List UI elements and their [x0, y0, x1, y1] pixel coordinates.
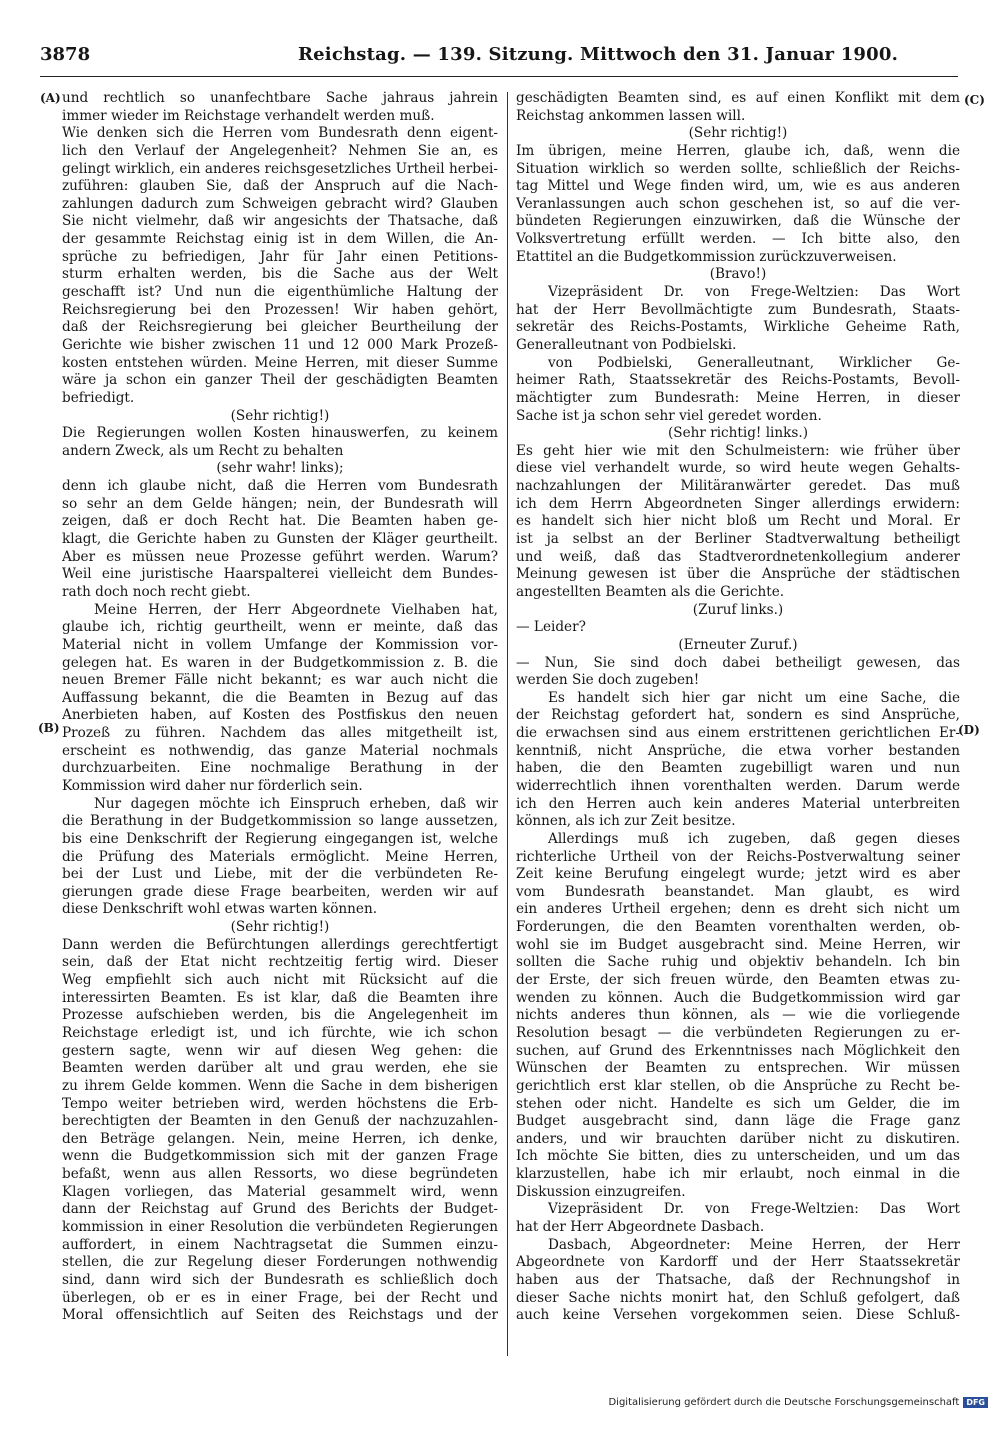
- text-line: (Zuruf links.): [692, 601, 784, 618]
- text-line: Weil eine juristische Haarspalterei vielleicht dem Bundes-: [62, 566, 498, 583]
- text-line: geschädigten Beamten sind, es auf einen Konflikt mit dem: [516, 90, 960, 106]
- text-line: — Nun, Sie sind doch dabei betheiligt gewesen, das: [516, 654, 960, 671]
- text-line: der gesammte Reichstag einig ist in dem Willen, die An-: [62, 231, 498, 248]
- text-line: nichts anderes thun können, als — wie die vorliegende: [516, 1007, 960, 1024]
- text-line: Situation wirklich so werden sollte, schließlich der Reichs-: [516, 160, 960, 177]
- text-line: wenn die Budgetkommission sich mit der ganzen Frage: [62, 1148, 498, 1165]
- text-line: Prozesse aufschieben werden, bis die Angelegenheit im: [62, 1007, 498, 1024]
- text-line: Anerbieten haben, auf Kosten des Postfiskus den neuen: [62, 707, 498, 724]
- text-line: Aber es müssen neue Prozesse geführt werden. Warum?: [62, 548, 498, 565]
- text-line: sollten die Sache ruhig und objektiv behandeln. Ich bin: [516, 954, 960, 971]
- text-line: und weiß, daß das Stadtverordnetenkollegium anderer: [516, 548, 960, 565]
- text-line: es handelt sich hier nicht bloß um Recht und Moral. Er: [516, 513, 960, 530]
- text-line: gestern sagte, wenn wir auf diesen Weg gehen: die: [62, 1042, 498, 1059]
- text-line: hat der Herr Abgeordnete Dasbach.: [516, 1219, 765, 1235]
- text-line: tag Mittel und Wege finden wird, um, wie es aus anderen: [516, 178, 960, 195]
- text-line: anders, und wir brauchten darüber nicht zu diskutiren.: [516, 1130, 960, 1147]
- text-line: so sehr an dem Gelde hängen; nein, der Bundesrath will: [62, 495, 498, 512]
- text-line: (Sehr richtig! links.): [667, 425, 809, 442]
- text-line: von Podbielski, Generalleutnant, Wirklicher Ge-: [548, 354, 960, 371]
- text-line: stellen, die zur Regelung dieser Forderungen nothwendig: [62, 1254, 498, 1271]
- text-line: befaßt, wenn aus allen Ressorts, wo diese begründeten: [62, 1166, 498, 1183]
- text-line: Meine Herren, der Herr Abgeordnete Vielhaben hat,: [94, 601, 498, 618]
- right-text-column: [516, 90, 960, 1325]
- digitization-credit: [608, 1397, 988, 1408]
- text-line: den Beträge gelangen. Nein, meine Herren, ich denke,: [62, 1130, 498, 1147]
- text-line: sprüche zu befriedigen, Jahr für Jahr einen Petitions-: [62, 248, 498, 265]
- text-line: Ich möchte Sie bitten, dies zu unterscheiden, und um das: [516, 1148, 960, 1165]
- text-line: Dann werden die Befürchtungen allerdings gerechtfertigt: [62, 936, 498, 953]
- text-line: Tempo weiter betrieben wird, werden höchstens die Erb-: [62, 1095, 498, 1112]
- text-line: gelingt wirklich, ein anderes reichsgesetzliches Urtheil herbei-: [62, 160, 498, 177]
- text-line: interessirten Beamten. Es ist klar, daß die Beamten ihre: [62, 989, 498, 1006]
- text-line: widerrechtlich ihnen vorenthalten werden. Darum werde: [516, 777, 960, 794]
- text-line: Vizepräsident Dr. von Frege-Weltzien: Das Wort: [548, 284, 960, 301]
- text-line: ein anderes Urtheil ergehen; denn es dreht sich nicht um: [516, 901, 960, 918]
- text-line: und rechtlich so unanfechtbare Sache jahraus jahrein: [62, 90, 498, 106]
- text-line: Beamten werden darüber alt und grau werden, ehe sie: [62, 1060, 498, 1077]
- text-line: der Reichstag gefordert hat, sondern es sind Ansprüche,: [516, 707, 960, 724]
- text-line: durchzuarbeiten. Eine nochmalige Berathung in der: [62, 760, 498, 777]
- text-line: kosten entstehen würden. Meine Herren, mit dieser Summe: [62, 354, 498, 371]
- text-line: befriedigt.: [62, 389, 135, 406]
- text-line: diese Denkschrift wohl etwas warten können.: [62, 901, 378, 918]
- text-line: sind, dann wird sich der Bundesrath es schließlich doch: [62, 1271, 498, 1288]
- text-line: dieser Sache nichts monirt hat, den Schluß gefolgert, daß: [516, 1289, 960, 1306]
- text-line: Dasbach, Abgeordneter: Meine Herren, der Herr: [548, 1236, 960, 1253]
- text-line: Klagen vorliegen, das Material gesammelt wird, wenn: [62, 1183, 498, 1200]
- text-line: Allerdings muß ich zugeben, daß gegen dieses: [548, 830, 960, 847]
- margin-marker-c: (C): [964, 93, 985, 107]
- column-divider: [507, 92, 508, 1356]
- text-line: berechtigten der Beamten in den Genuß der nachzuzahlen-: [62, 1113, 498, 1130]
- text-line: vom Bundesrath beanstandet. Man glaubt, es wird: [516, 883, 960, 900]
- text-line: andern Zweck, als um Recht zu behalten: [62, 442, 344, 459]
- text-line: der Erste, der sich freuen würde, den Beamten etwas zu-: [516, 972, 960, 989]
- margin-marker-a: (A): [40, 91, 61, 105]
- text-line: Sache ist ja schon sehr viel geredet worden.: [516, 407, 822, 424]
- text-line: stehen oder nicht. Handelte es sich um Gelder, die im: [516, 1095, 960, 1112]
- text-line: die Berathung in der Budgetkommission so lange aussetzen,: [62, 813, 498, 830]
- text-line: dann der Reichstag auf Grund des Berichts der Budget-: [62, 1201, 498, 1218]
- text-line: wohl sie im Budget ausgebracht sind. Meine Herren, wir: [516, 936, 960, 953]
- text-line: glaube ich, richtig geurtheilt, wenn er meinte, daß das: [62, 619, 498, 636]
- text-line: kenntniß, nicht Ansprüche, die etwa vorher bestanden: [516, 742, 960, 759]
- text-line: gierungen grade diese Frage bearbeiten, werden wir auf: [62, 883, 498, 900]
- left-text-column: [62, 90, 498, 1325]
- text-line: haben, die den Beamten zugebilligt waren und nun: [516, 760, 960, 777]
- text-line: Reichstag ankommen lassen will.: [516, 107, 746, 124]
- text-line: richterliche Urtheil von der Reichs-Postverwaltung seiner: [516, 848, 960, 865]
- text-line: (Sehr richtig!): [230, 407, 330, 424]
- text-line: sein, daß der Etat nicht rechtzeitig fertig wird. Dieser: [62, 954, 498, 971]
- text-line: sekretär des Reichs-Postamts, Wirkliche Geheime Rath,: [516, 319, 960, 336]
- text-line: Diskussion einzugreifen.: [516, 1183, 686, 1200]
- text-line: zahlungen dadurch zum Schweigen gebracht wird? Glauben: [62, 195, 498, 212]
- text-line: Vizepräsident Dr. von Frege-Weltzien: Das Wort: [548, 1201, 960, 1218]
- text-line: Zeit keine Berufung eingelegt wurde; jetzt wird es aber: [516, 866, 960, 883]
- text-line: Volksvertretung erfüllt werden. — Ich bitte also, den: [516, 231, 960, 248]
- text-line: können, als ich zur Zeit besitze.: [516, 813, 736, 830]
- margin-marker-b: (B): [38, 721, 60, 735]
- text-line: (Bravo!): [709, 266, 767, 283]
- text-line: klagt, die Gerichte haben zu Gunsten der Kläger geurtheilt.: [62, 531, 498, 548]
- page-header: [40, 44, 968, 70]
- text-line: sturm erhalten werden, bis die Sache aus der Welt: [62, 266, 498, 283]
- text-line: die Prüfung des Materials ermöglicht. Meine Herren,: [62, 848, 498, 865]
- text-line: hat der Herr Bevollmächtigte zum Bundesrath, Staats-: [516, 301, 960, 318]
- text-line: (sehr wahr! links);: [216, 460, 344, 477]
- text-line: zu ihrem Gelde kommen. Wenn die Sache in dem bisherigen: [62, 1077, 498, 1094]
- text-line: Meinung gewesen ist über die Ansprüche der städtischen: [516, 566, 960, 583]
- text-line: ich den Herren auch kein anderes Material unterbreiten: [516, 795, 960, 812]
- text-line: Prozeß zu führen. Nachdem das alles mitgetheilt ist,: [62, 725, 498, 742]
- text-line: Reichstage erledigt ist, und ich fürchte, wie ich schon: [62, 1024, 498, 1041]
- margin-marker-d: (D): [958, 723, 980, 737]
- text-line: Budget ausgebracht sind, dann läge die Frage ganz: [516, 1113, 960, 1130]
- text-line: ist ja selbst an der Berliner Stadtverwaltung betheiligt: [516, 531, 960, 548]
- text-line: heimer Rath, Staatssekretär des Reichs-Postamts, Bevoll-: [516, 372, 960, 389]
- text-line: Resolution besagt — die verbündeten Regierungen zu er-: [516, 1024, 960, 1041]
- text-line: Wie denken sich die Herren vom Bundesrath denn eigent-: [62, 125, 498, 142]
- text-line: die erwachsen sind aus einem erstrittenen gerichtlichen Er-: [516, 725, 960, 742]
- text-line: Weg empfiehlt sich auch nicht mit Rücksicht auf die: [62, 972, 498, 989]
- text-line: Reichsregierung bei den Prozessen! Wir haben gehört,: [62, 301, 498, 318]
- text-line: Im übrigen, meine Herren, glaube ich, daß, wenn die: [516, 142, 960, 159]
- text-line: bei der Lust und Liebe, mit der die verbündeten Re-: [62, 866, 498, 883]
- page-number: 3878: [40, 44, 91, 65]
- text-line: Abgeordnete von Kardorff und der Herr Staatssekretär: [516, 1254, 960, 1271]
- text-line: haben aus der Thatsache, daß der Rechnungshof in: [516, 1271, 960, 1288]
- text-line: angestellten Beamten als die Gerichte.: [516, 583, 785, 600]
- text-line: daß der Reichsregierung bei gleicher Beurtheilung der: [62, 319, 498, 336]
- text-line: (Sehr richtig!): [688, 125, 788, 142]
- text-line: bis eine Denkschrift der Regierung eingegangen ist, welche: [62, 830, 498, 847]
- text-line: Veranlassungen auch schon geschehen ist, so auf die ver-: [516, 195, 960, 212]
- text-line: erscheint es nothwendig, das ganze Material nochmals: [62, 742, 498, 759]
- text-line: rath doch noch recht giebt.: [62, 583, 251, 600]
- text-line: Kommission wird daher nur förderlich sein.: [62, 777, 363, 794]
- text-line: Etattitel an die Budgetkommission zurückzuverweisen.: [516, 248, 897, 265]
- text-line: suchen, auf Grund des Erkenntnisses nach Möglichkeit den: [516, 1042, 960, 1059]
- text-line: auch keine Versehen vorgekommen seien. Diese Schluß-: [516, 1307, 960, 1324]
- text-line: geschafft ist? Und nun die eigenthümliche Haltung der: [62, 284, 498, 301]
- credit-text: Digitalisierung gefördert durch die Deutsche Forschungsgemeinschaft: [608, 1397, 960, 1408]
- text-line: Nur dagegen möchte ich Einspruch erheben, daß wir: [94, 795, 498, 812]
- text-line: nachzahlungen der Militäranwärter geredet. Das muß: [516, 478, 960, 495]
- text-line: — Leider?: [516, 619, 586, 636]
- text-line: gerichtlich erst klar stellen, ob die Ansprüche zu Recht be-: [516, 1077, 960, 1094]
- text-line: Forderungen, die den Beamten vorenthalten werden, ob-: [516, 919, 960, 936]
- text-line: zeigen, daß er doch Recht hat. Die Beamten haben ge-: [62, 513, 498, 530]
- text-line: Gerichte wie bisher zwischen 11 und 12 000 Mark Prozeß-: [62, 336, 498, 353]
- text-line: bündeten Regierungen einzuwirken, daß die Wünsche der: [516, 213, 960, 230]
- text-line: (Sehr richtig!): [230, 919, 330, 936]
- text-line: denn ich glaube nicht, daß die Herren vom Bundesrath: [62, 478, 498, 495]
- text-line: mächtigter zum Bundesrath: Meine Herren, in dieser: [516, 389, 960, 406]
- text-line: Sie nicht vielmehr, daß wir angesichts der Thatsache, daß: [62, 213, 498, 230]
- text-line: Es handelt sich hier gar nicht um eine Sache, die: [548, 689, 960, 706]
- text-line: überlegen, ob er es in einer Frage, bei der Recht und: [62, 1289, 498, 1306]
- running-title: Reichstag. — 139. Sitzung. Mittwoch den 31. Januar 1900.: [298, 44, 899, 65]
- text-line: klarzustellen, habe ich mir erlaubt, noch einmal in die: [516, 1166, 960, 1183]
- dfg-logo: DFG: [963, 1397, 988, 1408]
- text-line: Material nicht in vollem Umfange der Kommission vor-: [62, 636, 498, 653]
- text-line: zuführen: glauben Sie, daß der Anspruch auf die Nach-: [62, 178, 498, 195]
- text-line: wäre ja schon ein ganzer Theil der geschädigten Beamten: [62, 372, 498, 389]
- text-line: diese viel verhandelt wurde, so wird heute wegen Gehalts-: [516, 460, 960, 477]
- text-line: Auffassung bekannt, die die Beamten in Bezug auf das: [62, 689, 498, 706]
- text-line: Die Regierungen wollen Kosten hinauswerfen, zu keinem: [62, 425, 498, 442]
- text-line: Wünschen der Beamten zu entsprechen. Wir müssen: [516, 1060, 960, 1077]
- text-line: gelegen hat. Es waren in der Budgetkommission z. B. die: [62, 654, 498, 671]
- text-line: neuen Bremer Fälle nicht bekannt; es war auch nicht die: [62, 672, 498, 689]
- header-rule: [40, 76, 958, 77]
- text-line: wenden zu können. Auch die Budgetkommission wird gar: [516, 989, 960, 1006]
- text-line: ich dem Herrn Abgeordneten Singer allerdings erwidern:: [516, 495, 960, 512]
- text-line: Generalleutnant von Podbielski.: [516, 336, 737, 353]
- text-line: kommission in einer Resolution die verbündeten Regierungen: [62, 1219, 498, 1235]
- text-line: werden Sie doch zugeben!: [516, 672, 700, 689]
- text-line: Moral offensichtlich auf Seiten des Reichstags und der: [62, 1307, 498, 1324]
- text-line: auffordert, in einem Nachtragsetat die Summen einzu-: [62, 1236, 498, 1253]
- text-line: Es geht hier wie mit den Schulmeistern: wie früher über: [516, 442, 960, 459]
- text-line: immer wieder im Reichstage verhandelt werden muß.: [62, 107, 435, 124]
- text-line: lich den Verlauf der Angelegenheit? Nehmen Sie an, es: [62, 142, 498, 159]
- text-line: (Erneuter Zuruf.): [678, 636, 798, 653]
